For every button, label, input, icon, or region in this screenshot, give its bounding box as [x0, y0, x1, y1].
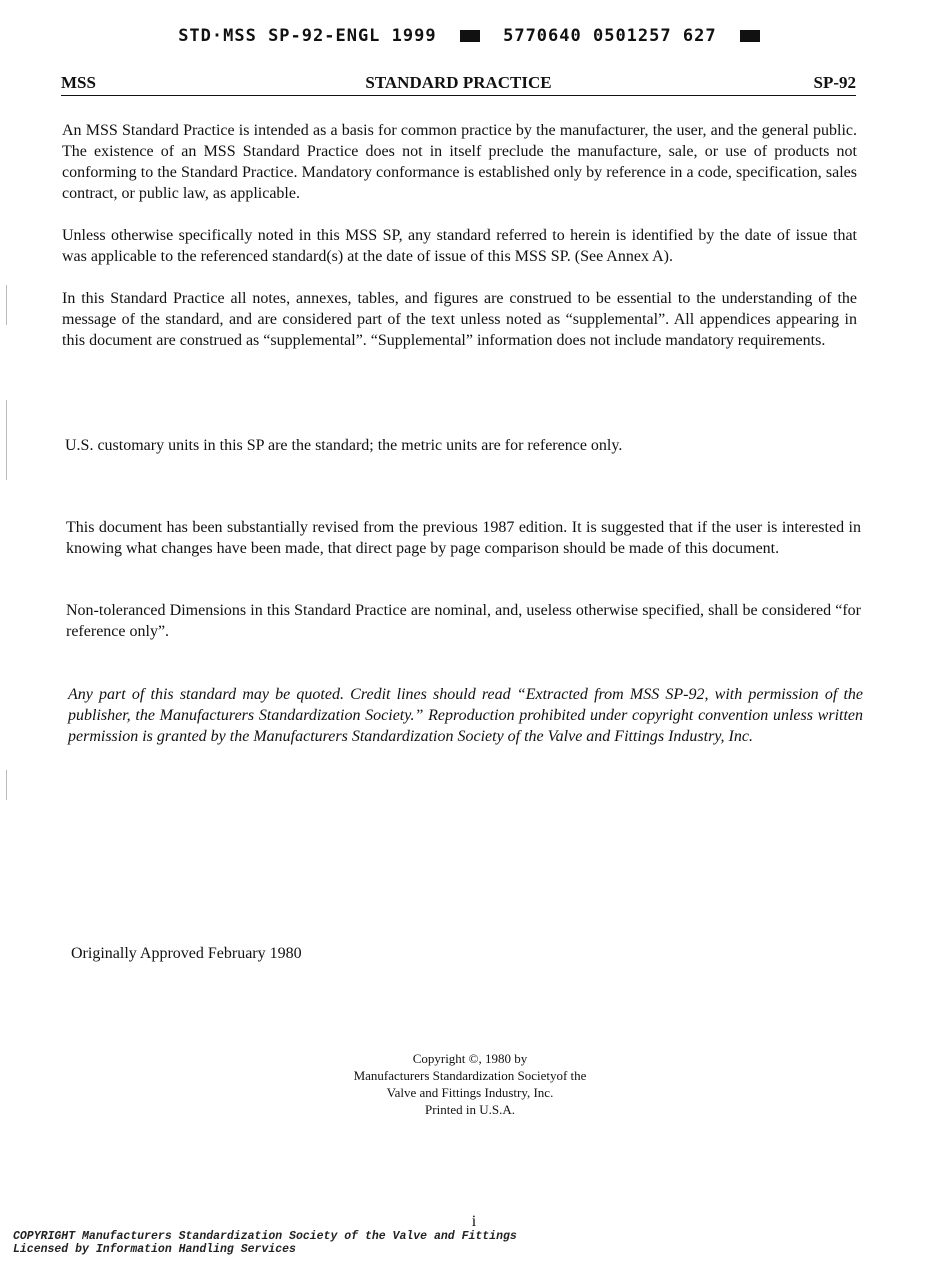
paragraph-purpose: An MSS Standard Practice is intended as a basis for common practice by the manufacturer, the user, and the general public. The existence of an MSS Standard Practice does not in itself preclude the manufacture, sale, or use of products not conforming to the Standard Practice. Mandatory conformance is established only by reference in a code, specification, sales contract, or public law, as applicable.: [62, 122, 857, 202]
paragraph-dimensions: Non-toleranced Dimensions in this Standard Practice are nominal, and, useless otherwise specified, shall be considered “for reference only”.: [66, 602, 861, 640]
page-number: i: [471, 1213, 477, 1230]
barcode-number: 5770640 0501257 627: [503, 26, 717, 46]
paragraph-revision: This document has been substantially revised from the previous 1987 edition. It is suggested that if the user is interested in knowing what changes have been made, that direct page by page comparison should be made of this document.: [66, 519, 861, 557]
document-code: STD·MSS SP-92-ENGL 1999: [178, 26, 437, 46]
copyright-line: Manufacturers Standardization Societyof the: [353, 1068, 587, 1083]
scan-artifact: [6, 285, 7, 325]
copyright-line: Copyright ©, 1980 by: [412, 1051, 528, 1066]
footer-line: Licensed by Information Handling Services: [13, 1243, 296, 1256]
copyright-line: Valve and Fittings Industry, Inc.: [386, 1085, 554, 1100]
paragraph-credit-line: Any part of this standard may be quoted. Credit lines should read “Extracted from MSS SP-92, with permission of the publisher, the Manufacturers Standardization Society.” Reproduction prohibited under copyright convention unless written permission is granted by the Manufacturers Standardization Society of the Valve and Fittings Industry, Inc.: [68, 686, 863, 745]
header-title: STANDARD PRACTICE: [365, 73, 552, 92]
header-document-id: SP-92: [813, 73, 856, 92]
scan-artifact: [6, 770, 7, 800]
footer-line: COPYRIGHT Manufacturers Standardization Society of the Valve and Fittings: [13, 1230, 517, 1243]
paragraph-units: U.S. customary units in this SP are the standard; the metric units are for reference only.: [65, 437, 623, 454]
scan-artifact: [6, 400, 7, 480]
document-code-line: [0, 26, 950, 46]
approval-date: Originally Approved February 1980: [71, 945, 302, 962]
license-footer: [13, 1230, 517, 1256]
paragraph-supplemental: In this Standard Practice all notes, annexes, tables, and figures are construed to be essential to the understanding of the message of the standard, and are considered part of the text unless noted as “supplemental”. All appendices appearing in this document are construed as “supplemental”. “Supplemental” information does not include mandatory requirements.: [62, 290, 857, 349]
black-bar-mark: [740, 30, 760, 42]
black-bar-mark: [460, 30, 480, 42]
paragraph-referenced-standards: Unless otherwise specifically noted in this MSS SP, any standard referred to herein is identified by the date of issue that was applicable to the referenced standard(s) at the date of issue of this MSS SP. (See Annex A).: [62, 227, 857, 265]
page-header: [61, 73, 856, 96]
copyright-block: [0, 1050, 940, 1118]
copyright-line: Printed in U.S.A.: [425, 1102, 515, 1117]
header-organization: MSS: [61, 73, 96, 92]
